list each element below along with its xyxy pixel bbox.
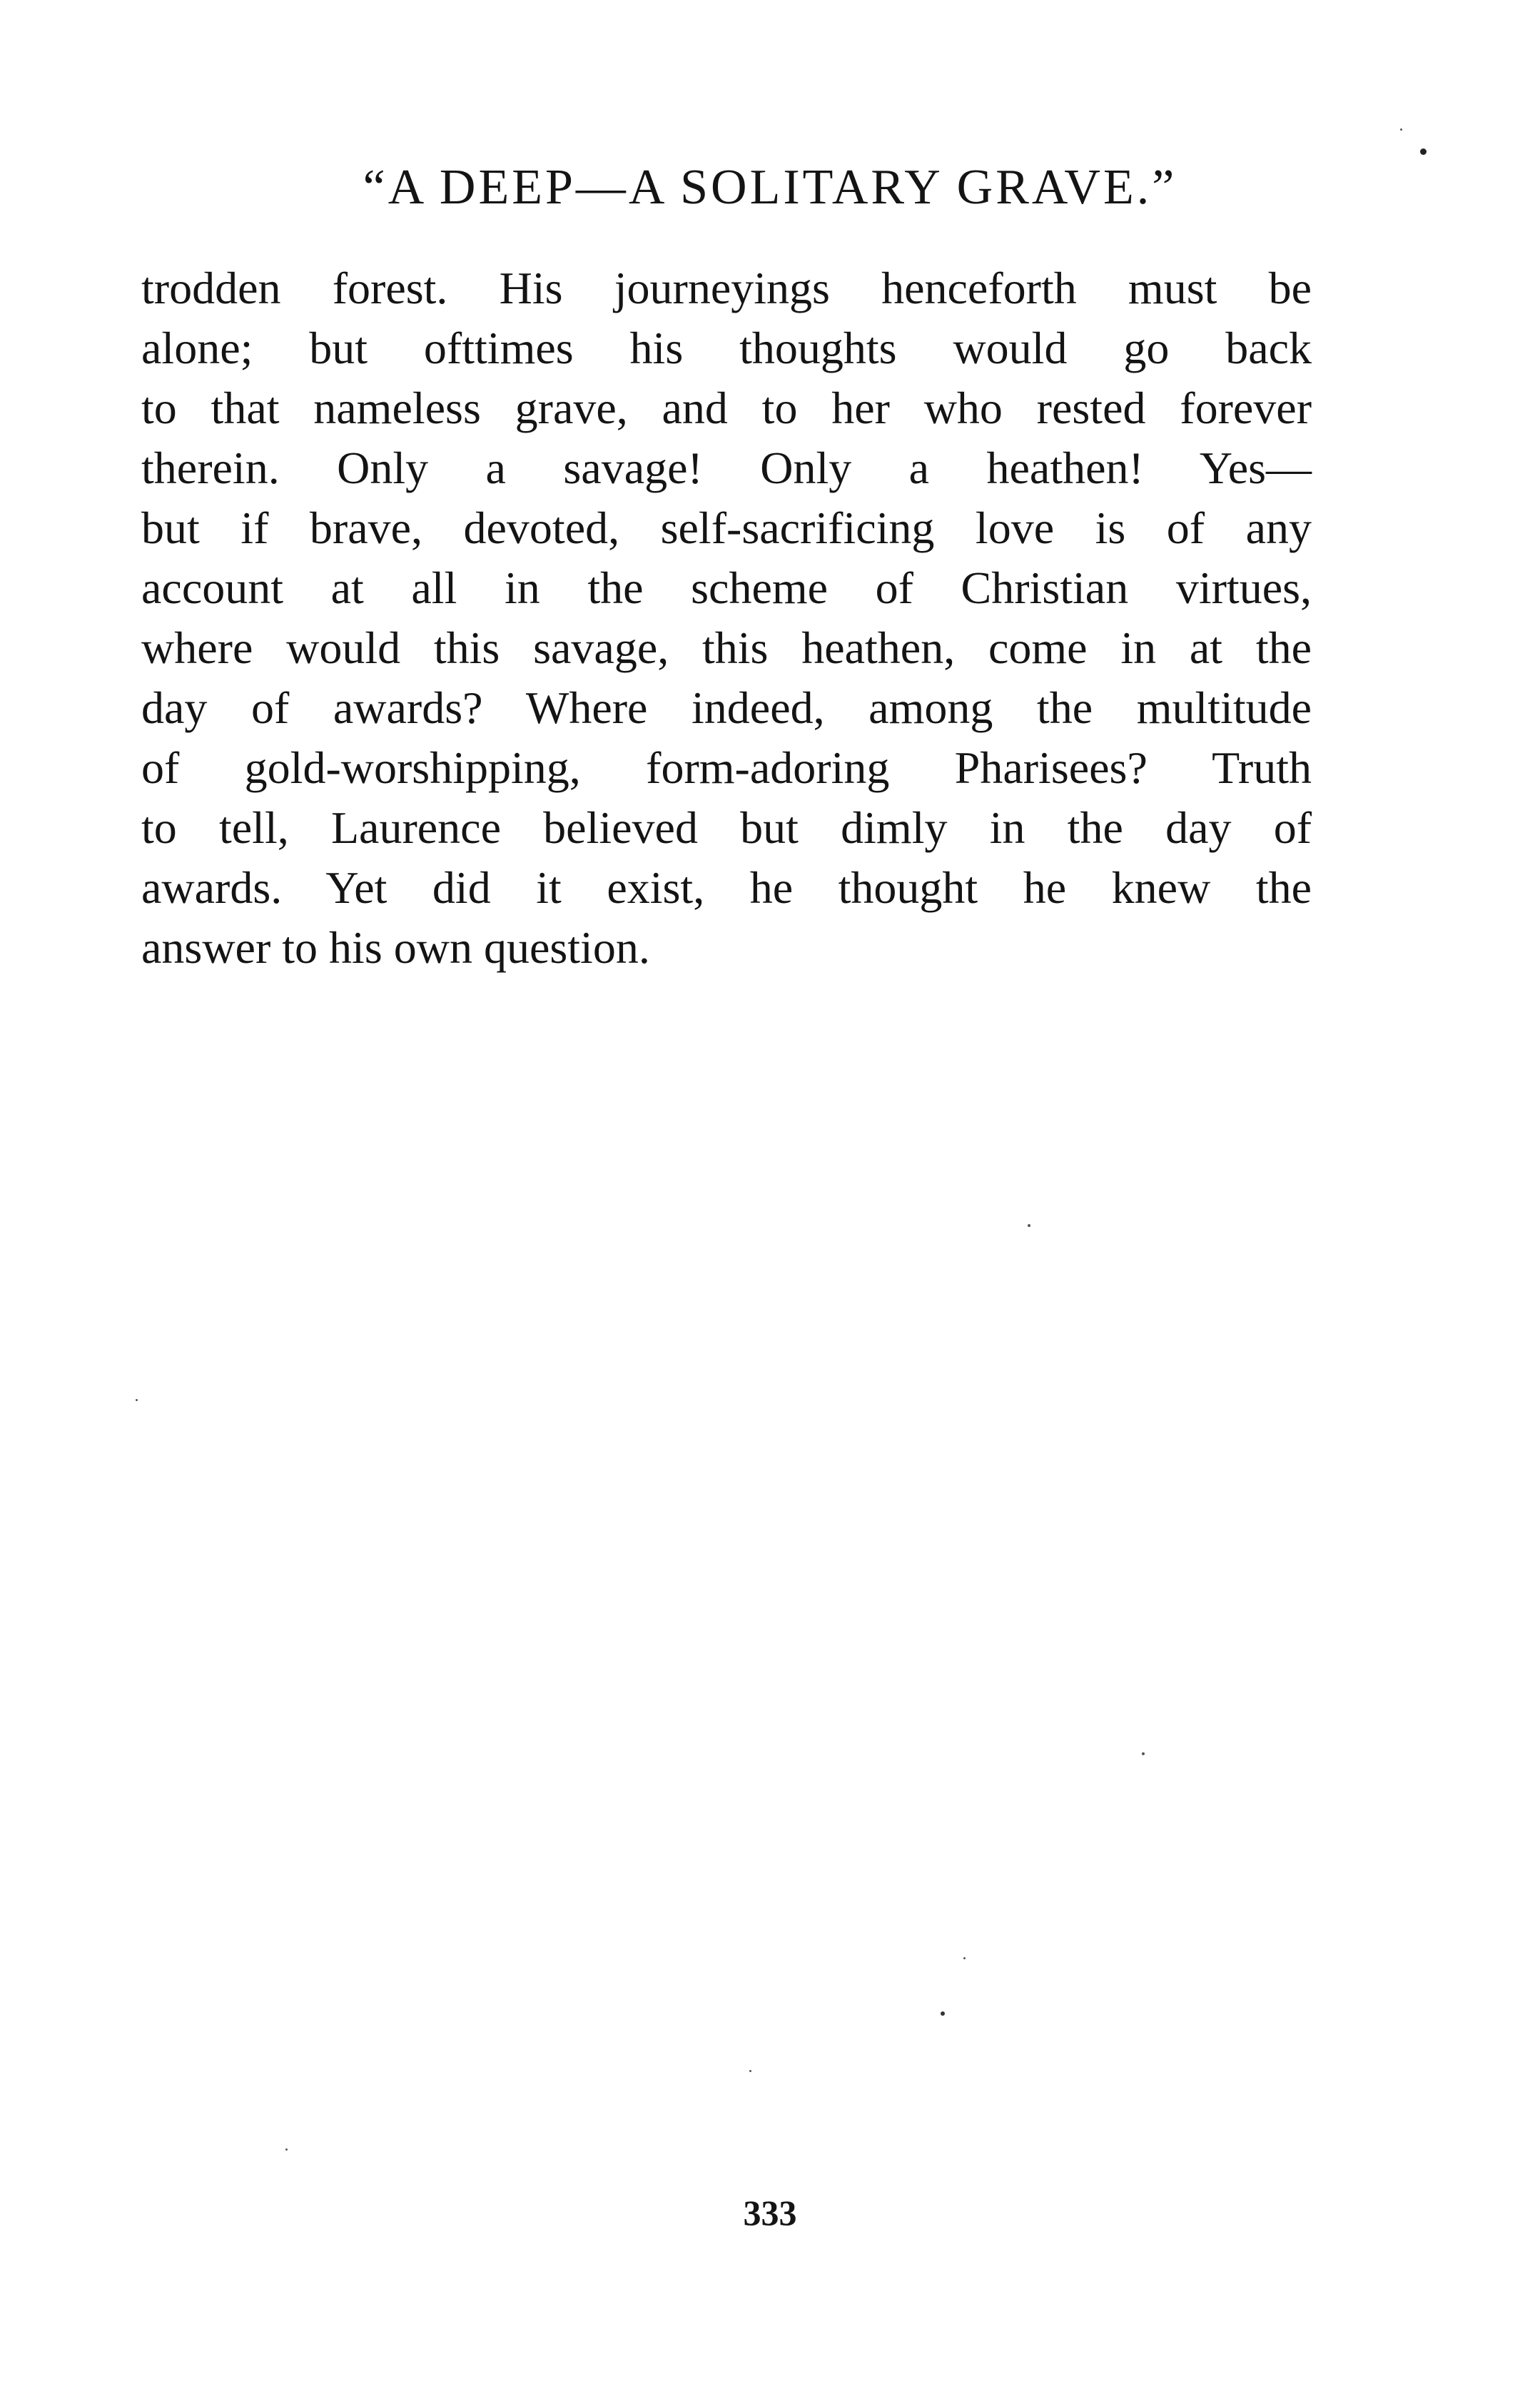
scan-speck xyxy=(963,1957,966,1959)
scan-speck xyxy=(749,2070,751,2072)
scan-speck xyxy=(1420,148,1427,155)
text-line: but if brave, devoted, self-sacrificing love is of any xyxy=(141,502,1312,553)
scan-speck xyxy=(1400,128,1402,131)
text-line: awards. Yet did it exist, he thought he knew the xyxy=(141,862,1312,913)
scan-speck xyxy=(136,1399,138,1401)
text-line: alone; but ofttimes his thoughts would go back xyxy=(141,323,1312,373)
text-line: of gold-worshipping, form-adoring Pharisees? Truth xyxy=(141,742,1312,793)
text-line: answer to his own question. xyxy=(141,922,650,973)
scan-speck xyxy=(941,2011,945,2016)
text-line: trodden forest. His journeyings henceforth must be xyxy=(141,263,1312,313)
scan-speck xyxy=(285,2148,288,2151)
scan-speck xyxy=(1142,1752,1145,1755)
text-line: to tell, Laurence believed but dimly in the day of xyxy=(141,802,1312,853)
page-number: 333 xyxy=(743,2193,797,2233)
text-line: therein. Only a savage! Only a heathen! Yes— xyxy=(141,443,1312,493)
body-text xyxy=(141,258,1312,978)
text-line: account at all in the scheme of Christian virtues, xyxy=(141,562,1312,613)
text-line: day of awards? Where indeed, among the multitude xyxy=(141,682,1312,733)
text-line: to that nameless grave, and to her who rested forever xyxy=(141,383,1312,433)
scan-speck xyxy=(1028,1224,1030,1227)
running-head: “A DEEP—A SOLITARY GRAVE.” xyxy=(363,160,1177,215)
text-line: where would this savage, this heathen, come in at the xyxy=(141,622,1312,673)
